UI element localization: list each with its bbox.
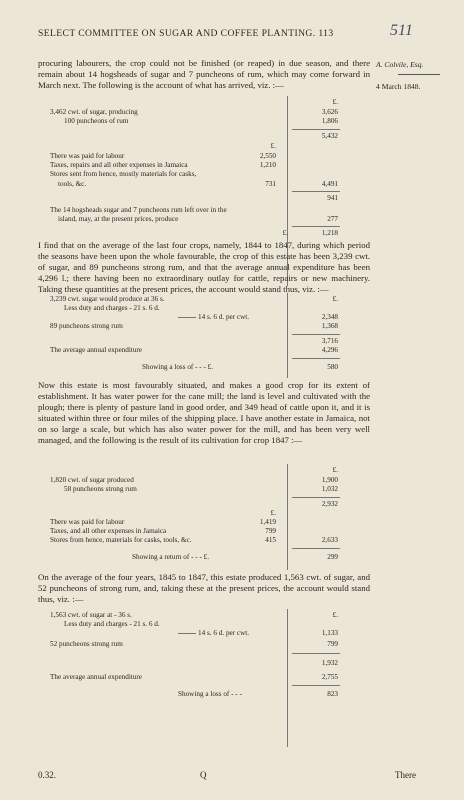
header-title: SELECT COMMITTEE ON SUGAR AND COFFEE PLANTING.	[38, 28, 316, 39]
margin-witness: A. Colvile, Esq.	[376, 60, 424, 69]
paragraph-2: I find that on the average of the last four crops, namely, 1844 to 1847, during which period the seasons have been upon the whole favourable, the crop of this estate has been 3,239 cwt. of sugar, and 89 puncheons strong rum, and that the average annual expenditure has been 4,296 l.; there having been no extraordinary outlay for cattle, repairs or new machinery. Taking these quantities at the present prices, the account would stand thus, viz. :—	[38, 240, 370, 294]
footer-catchword: There	[395, 770, 416, 780]
paragraph-3: Now this estate is most favourably situated, and makes a good crop for its extent of establishment. It has water power for the cane mill; the land is level and cultivated with the plough; there is plenty of pasture land in good order, and 349 head of cattle upon it, and it is situated within three or four miles of the shipping place. I have another estate in Jamaica, not on so large a scale, but which has also water power for the mill, and has been very well managed, and the following is the result of its cultivation for crop 1847 :—	[38, 380, 370, 445]
paragraph-4: On the average of the four years, 1845 to 1847, this estate produced 1,563 cwt. of sugar, and 52 puncheons of strong rum, and, taking these at the present prices, the account would stand thus, viz. :—	[38, 572, 370, 604]
handwritten-folio: 511	[390, 22, 413, 39]
document-page: SELECT COMMITTEE ON SUGAR AND COFFEE PLANTING. 113 511 A. Colvile, Esq. 4 March 1848. procuring labourers, the crop could not be finished (or reaped) in due season, and there remain about 14 hogsheads of sugar and 7 puncheons of rum, which may come forward in March next. The following is the account of what has arrived, viz. :— £. 3,462 cwt. of sugar, producing 3,626 100 puncheons of rum 1,806 5,432 £. There was paid for labour 2,550 Taxes, repairs and all other expenses in Jamaica 1,210 Stores sent from hence, mostly materials for casks, tools, &c. 731 4,491 941 The 14 hogsheads sugar and 7 puncheons rum left over in the island, may, at the present prices, produce 277 £. 1,218 I find that on the average of the last four crops, namely, 1844 to 1847, during which period the seasons have been upon the whole favourable, the crop of this estate has been 3,239 cwt. of sugar, and 89 puncheons strong rum, and that the average annual expenditure has been 4,296 l.; there having been no extraordinary outlay for cattle, repairs or new machinery. Taking these quantities at the present prices, the account would stand thus, viz. :— £. 3,239 cwt. sugar would produce at 36 s. Less duty and charges - 21 s. 6 d. 14 s. 6 d. per cwt. 2,348 89 puncheons strong rum 1,368 3,716 The average annual expenditure 4,296 Showing a loss of - - - £. 580 Now this estate is most favourably situated, and makes a good crop for its extent of establishment. It has water power for the cane mill; the land is level and cultivated with the plough; there is plenty of pasture land in good order, and 349 head of cattle upon it, and it is situated within three or four miles of the shipping place. I have another estate in Jamaica, not on so large a scale, but which has also water power for the mill, and has been very well managed, and the following is the result of its cultivation for crop 1847 :— £. 1,820 cwt. of sugar produced 1,900 58 puncheons strong rum 1,032 2,932 £. There was paid for labour 1,419 Taxes, and all other expenses in Jamaica 799 Stores from hence, materials for casks, tools, &c. 415 2,633 Showing a return of - - - £. 299 On the average of the four years, 1845 to 1847, this estate produced 1,563 cwt. of sugar, and 52 puncheons of strong rum, and, taking these at the present prices, the account would stand thus, viz. :— £. 1,563 cwt. of sugar at - 36 s. Less duty and charges - 21 s. 6 d. 14 s. 6 d. per cwt. 1,133 52 puncheons strong rum 799 1,932 The average annual expenditure 2,755 Showing a loss of - - - 823 0.32. Q There	[0, 0, 464, 800]
footer-signature: Q	[200, 770, 207, 780]
margin-rule	[398, 74, 440, 75]
footer-left: 0.32.	[38, 770, 56, 780]
paragraph-1: procuring labourers, the crop could not be finished (or reaped) in due season, and there remain about 14 hogsheads of sugar and 7 puncheons of rum, which may come forward in March next. The following is the account of what has arrived, viz. :—	[38, 58, 370, 90]
page-number: 113	[318, 28, 334, 39]
margin-date: 4 March 1848.	[376, 82, 421, 91]
running-header	[38, 28, 388, 39]
